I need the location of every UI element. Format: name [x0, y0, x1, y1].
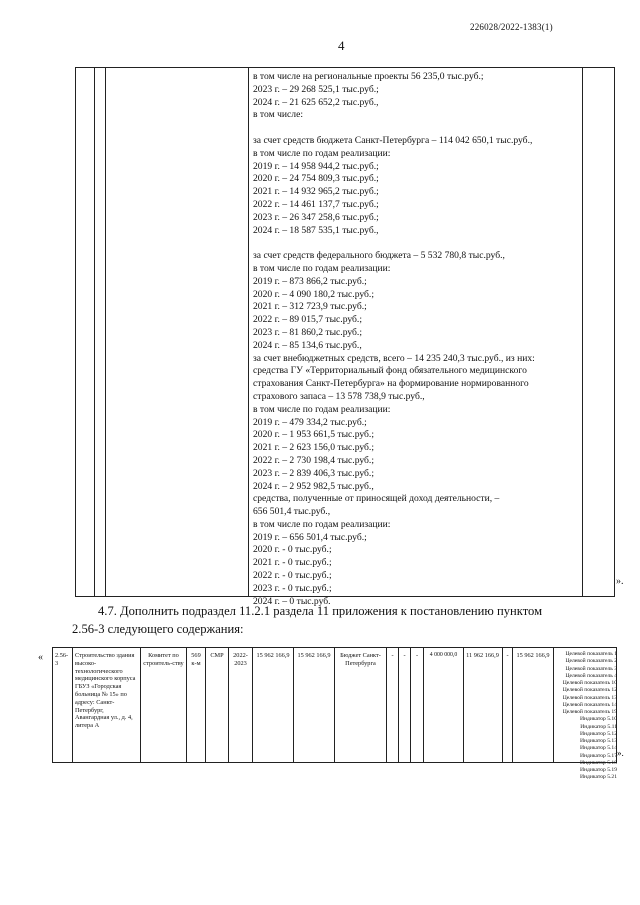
- indicator-item: Целевой показатель 14: [562, 701, 617, 708]
- text-line: в том числе:: [253, 109, 304, 121]
- amount-total: 15 962 166,9: [516, 652, 550, 659]
- indicator-item: Индикатор 5.14: [580, 745, 617, 752]
- text-line: за счет средств федерального бюджета – 5 532 780,8 тыс.руб.,: [253, 250, 505, 262]
- text-line: 2024 г. – 85 134,6 тыс.руб.,: [253, 339, 362, 351]
- table-divider: [205, 648, 206, 762]
- blank-line: [253, 237, 579, 250]
- text-line: за счет внебюджетных средств, всего – 14 235 240,3 тыс.руб., из них:: [253, 352, 535, 364]
- text-line: 2020 г. - 0 тыс.руб.;: [253, 544, 332, 556]
- opening-quote: «: [38, 652, 43, 663]
- amount-2024: -: [506, 652, 509, 659]
- indicator-item: Индикатор 5.18: [580, 759, 617, 766]
- cost-limit: 15 962 166,9: [297, 652, 331, 659]
- table-divider: [423, 648, 424, 762]
- indicator-item: Индикатор 5.21: [580, 774, 617, 781]
- indicator-item: Индикатор 5.17: [580, 752, 617, 759]
- text-line: 2020 г. – 24 754 809,3 тыс.руб.;: [253, 173, 379, 185]
- period: 2022-2023: [233, 652, 248, 667]
- text-line: 2021 г. - 0 тыс.руб.;: [253, 557, 332, 569]
- text-line: 2021 г. – 14 932 965,2 тыс.руб.;: [253, 186, 379, 198]
- text-line: страхования Санкт-Петербурга» на формирование нормированного: [253, 378, 529, 390]
- blank-line: [253, 122, 579, 135]
- text-line: в том числе по годам реализации:: [253, 262, 391, 274]
- empty-cell: -: [415, 652, 419, 659]
- table-divider: [512, 648, 513, 762]
- indicator-item: Индикатор 5.10: [580, 716, 617, 723]
- empty-cell: -: [391, 652, 394, 659]
- indicator-item: Целевой показатель 10: [562, 680, 617, 686]
- text-line: 2022 г. – 14 461 137,7 тыс.руб.;: [253, 198, 379, 210]
- text-line: 2021 г. – 312 723,9 тыс.руб.;: [253, 301, 367, 313]
- indicator-item: Индикатор 5.19: [580, 767, 617, 773]
- table-divider: [386, 648, 387, 762]
- table-divider: [228, 648, 229, 762]
- work-type: СМР: [210, 652, 224, 659]
- customer: Комитет по строитель-ству: [143, 652, 184, 667]
- text-line: 2023 г. – 81 860,2 тыс.руб.;: [253, 326, 362, 338]
- funding-text-cell: [253, 71, 579, 608]
- text-line: 2021 г. – 2 623 156,0 тыс.руб.;: [253, 442, 374, 454]
- text-line: 2020 г. – 4 090 180,2 тыс.руб.;: [253, 288, 374, 300]
- text-line: страхового запаса – 13 578 738,9 тыс.руб.,: [253, 390, 425, 402]
- table-divider: [553, 648, 554, 762]
- text-line: 2019 г. – 479 334,2 тыс.руб.;: [253, 416, 367, 428]
- text-line: 2023 г. – 26 347 258,6 тыс.руб.;: [253, 211, 379, 223]
- table-divider: [502, 648, 503, 762]
- text-line: в том числе по годам реализации:: [253, 518, 391, 530]
- item-number: 2.56-3: [55, 652, 69, 667]
- table-divider: [293, 648, 294, 762]
- amendment-paragraph: [72, 602, 626, 638]
- indicator-item: Целевой показатель 1: [565, 651, 617, 657]
- text-line: средства ГУ «Территориальный фонд обязательного медицинского: [253, 365, 527, 377]
- table-divider: [248, 68, 249, 596]
- text-line: 2022 г. – 89 015,7 тыс.руб.;: [253, 314, 362, 326]
- table-divider: [94, 68, 95, 596]
- text-line: за счет средств бюджета Санкт-Петербурга – 114 042 650,1 тыс.руб.,: [253, 134, 533, 146]
- indicator-list: [555, 651, 617, 782]
- text-line: 2024 г. – 0 тыс.руб.: [253, 595, 331, 607]
- indicator-item: Индикатор 5.11: [580, 723, 617, 730]
- empty-cell: -: [403, 652, 406, 659]
- table-divider: [334, 648, 335, 762]
- text-line: 2023 г. - 0 тыс.руб.;: [253, 582, 332, 594]
- cost-total: 15 962 166,9: [256, 652, 290, 659]
- text-line: 2024 г. – 18 587 535,1 тыс.руб.,: [253, 224, 379, 236]
- table-divider: [186, 648, 187, 762]
- table-divider: [410, 648, 411, 762]
- text-line: 2019 г. – 873 866,2 тыс.руб.;: [253, 275, 367, 287]
- funding-source: Бюджет Санкт-Петербурга: [340, 652, 381, 667]
- indicator-item: Целевой показатель 12: [562, 687, 617, 694]
- indicator-item: Целевой показатель 4: [565, 672, 617, 679]
- amount-2022: 4 000 000,0: [429, 652, 458, 658]
- table-divider: [463, 648, 464, 762]
- text-line: 2022 г. – 2 730 198,4 тыс.руб.;: [253, 454, 374, 466]
- text-line: 2019 г. – 656 501,4 тыс.руб.;: [253, 531, 367, 543]
- indicator-item: Индикатор 5.13: [580, 738, 617, 744]
- closing-quote: ».: [617, 748, 624, 758]
- indicator-item: Целевой показатель 13: [562, 694, 617, 701]
- paragraph-line: 2.56-3 следующего содержания:: [72, 622, 244, 636]
- table-divider: [105, 68, 106, 596]
- text-line: 656 501,4 тыс.руб.,: [253, 506, 331, 518]
- text-line: 2022 г. - 0 тыс.руб.;: [253, 570, 332, 582]
- table-divider: [252, 648, 253, 762]
- text-line: в том числе на региональные проекты 56 235,0 тыс.руб.;: [253, 71, 484, 82]
- indicator-item: Целевой показатель 2: [565, 658, 617, 665]
- text-line: средства, полученные от приносящей доход деятельности, –: [253, 493, 500, 505]
- table-divider: [398, 648, 399, 762]
- table-divider: [140, 648, 141, 762]
- object-name: Строительство здания высоко-технологического медицинского корпуса ГБУЗ «Городская больница № 15» по адресу: Санкт-Петербург, Авангардная ул., д. 4, литера А: [75, 652, 136, 730]
- amount-2023: 11 962 166,9: [466, 652, 499, 659]
- table-divider: [72, 648, 73, 762]
- text-line: 2020 г. – 1 953 661,5 тыс.руб.;: [253, 429, 374, 441]
- text-line: в том числе по годам реализации:: [253, 147, 391, 159]
- text-line: в том числе по годам реализации:: [253, 403, 391, 415]
- page-number: 4: [338, 38, 345, 53]
- text-line: 2023 г. – 29 268 525,1 тыс.руб.;: [253, 83, 379, 95]
- text-line: 2019 г. – 14 958 944,2 тыс.руб.;: [253, 160, 379, 172]
- document-number: 226028/2022-1383(1): [470, 22, 553, 32]
- indicator-item: Целевой показатель 3: [565, 665, 617, 672]
- paragraph-line: 4.7. Дополнить подраздел 11.2.1 раздела 11 приложения к постановлению пунктом: [98, 604, 543, 618]
- text-line: 2024 г. – 21 625 652,2 тыс.руб.,: [253, 96, 379, 108]
- table-divider: [582, 68, 583, 596]
- indicator-item: Целевой показатель 19: [562, 709, 617, 715]
- indicator-item: Индикатор 5.12: [580, 730, 617, 737]
- text-line: 2023 г. – 2 839 406,3 тыс.руб.;: [253, 467, 374, 479]
- upper-table: [75, 67, 615, 607]
- capacity: 569 к-м: [191, 652, 201, 667]
- text-line: 2024 г. – 2 952 982,5 тыс.руб.,: [253, 480, 374, 492]
- lower-table: [52, 647, 617, 781]
- closing-quote: ».: [616, 576, 624, 587]
